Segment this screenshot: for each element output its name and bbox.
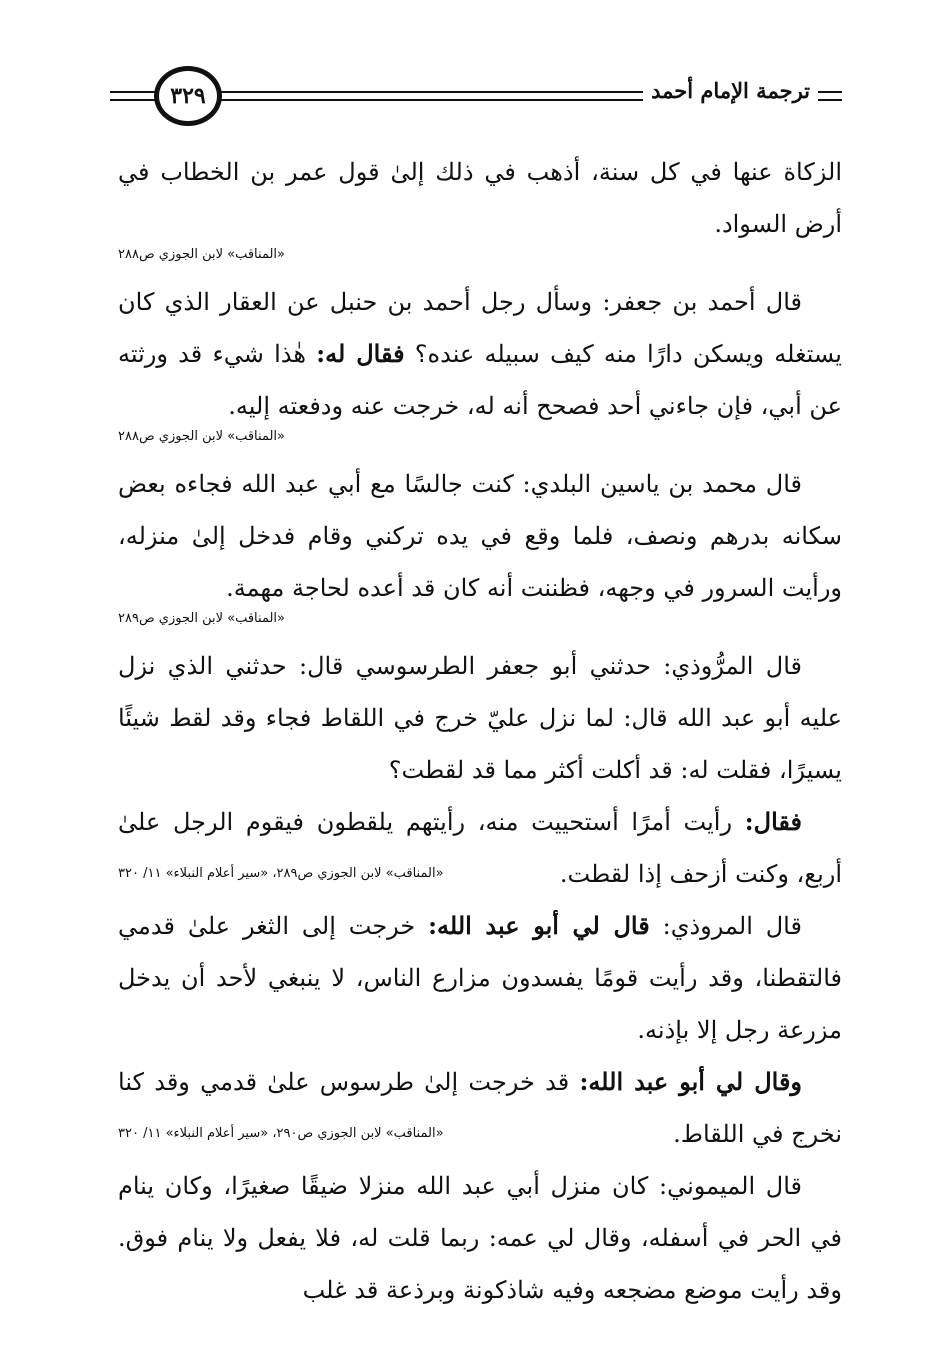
paragraph-text: هٰذا شيء قد ورثته عن أبي، فإن جاءني أحد فصحح أنه له، خرجت عنه ودفعته إليه. [118, 340, 842, 420]
source-citation: «المناقب» لابن الجوزي ص٢٨٩، «سير أعلام النبلاء» ١١/ ٣٢٠ [118, 866, 444, 881]
source-citation: «المناقب» لابن الجوزي ص٢٨٩ [118, 611, 285, 626]
page-header [110, 66, 842, 130]
speaker-emphasis: فقال له: [316, 339, 405, 368]
speaker-emphasis: وقال لي أبو عبد الله: [579, 1067, 802, 1096]
paragraph-text: قد خرجت إلىٰ طرسوس علىٰ قدمي وقد كنا نخرج في اللقاط. [118, 1068, 842, 1148]
speaker-emphasis: قال لي أبو عبد الله: [428, 911, 650, 940]
page-body [118, 146, 842, 1316]
paragraph-text: رأيت أمرًا أستحييت منه، رأيتهم يلقطون فيقوم الرجل علىٰ أربع، وكنت أزحف إذا لقطت. [118, 808, 842, 888]
paragraph-5 [118, 796, 842, 900]
source-citation: «المناقب» لابن الجوزي ص٢٨٨ [118, 429, 285, 444]
paragraph-lead: قال المروذي: [662, 912, 802, 940]
paragraph-3 [118, 458, 842, 614]
page-number: ٣٢٩ [154, 66, 222, 126]
source-citation: «المناقب» لابن الجوزي ص٢٨٨ [118, 247, 285, 262]
speaker-emphasis: فقال: [744, 807, 802, 836]
paragraph-lead: قال أحمد بن جعفر: وسأل رجل أحمد بن حنبل عن العقار الذي كان يستغله ويسكن دارًا منه كيف سبيله عنده؟ [118, 288, 842, 368]
paragraph-text: قال المرُّوذي: حدثني أبو جعفر الطرسوسي قال: حدثني الذي نزل عليه أبو عبد الله قال: لما نزل عليّ خرج في اللقاط فجاء وقد لقط شيئًا يسيرًا، فقلت له: قد أكلت أكثر مما قد لقطت؟ [118, 652, 842, 784]
source-citation: «المناقب» لابن الجوزي ص٢٩٠، «سير أعلام النبلاء» ١١/ ٣٢٠ [118, 1126, 444, 1141]
paragraph-7 [118, 1056, 842, 1160]
paragraph-1 [118, 146, 842, 250]
paragraph-text: خرجت إلى الثغر علىٰ قدمي فالتقطنا، وقد رأيت قومًا يفسدون مزارع الناس، لا ينبغي لأحد أن يدخل مزرعة رجل إلا بإذنه. [118, 912, 842, 1044]
paragraph-4 [118, 640, 842, 796]
paragraph-text: قال الميموني: كان منزل أبي عبد الله منزلا ضيقًا صغيرًا، وكان ينام في الحر في أسفله، وقال لي عمه: ربما قلت له، فلا يفعل ولا ينام فوق. وقد رأيت موضع مضجعه وفيه شاذكونة وبرذعة قد غلب [118, 1172, 842, 1304]
paragraph-6 [118, 900, 842, 1056]
paragraph-8 [118, 1160, 842, 1316]
header-rule-left [110, 91, 160, 93]
paragraph-text: الزكاة عنها في كل سنة، أذهب في ذلك إلىٰ قول عمر بن الخطاب في أرض السواد. [118, 158, 842, 238]
running-title: ترجمة الإمام أحمد [643, 78, 818, 103]
paragraph-text: قال محمد بن ياسين البلدي: كنت جالسًا مع أبي عبد الله فجاءه بعض سكانه بدرهم ونصف، فلما وقع في يده تركني وقام فدخل إلىٰ منزله، ورأيت السرور في وجهه، فظننت أنه كان قد أعده لحاجة مهمة. [118, 470, 842, 602]
header-rule-left-lower [110, 99, 160, 101]
paragraph-2 [118, 276, 842, 432]
